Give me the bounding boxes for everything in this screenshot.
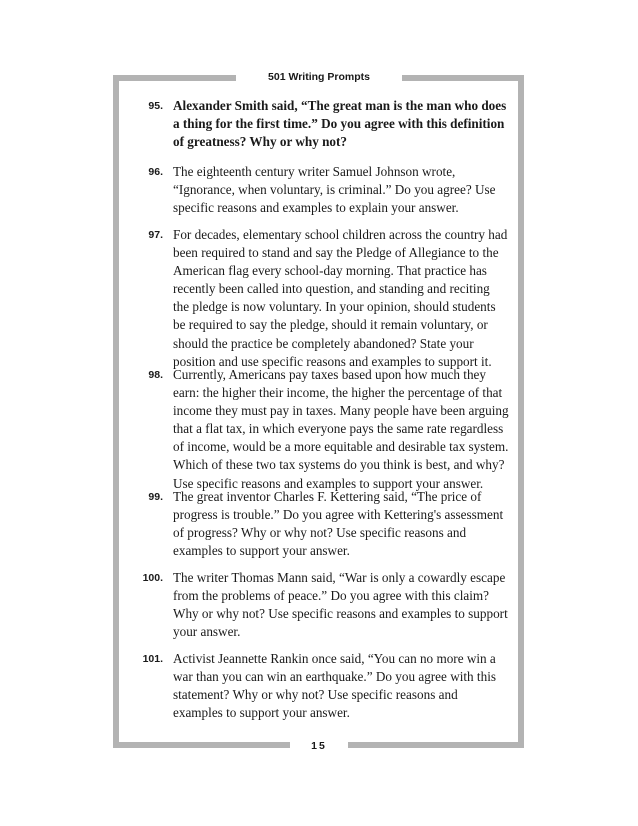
prompt-text: For decades, elementary school children across the country had been required to stand and say the Pledge of Allegiance to the American flag every school-day morning. That practice has recently been called into question, and standing and reciting the pledge is now voluntary. In your opinion, should students be required to say the pledge, should it remain voluntary, or should the practice be completely abandoned? State your position and use specific reasons and examples to support it. (173, 227, 508, 369)
running-header (236, 66, 402, 88)
prompt-number: 101. (142, 653, 163, 665)
prompt-text: The great inventor Charles F. Kettering said, “The price of progress is trouble.” Do you agree with Kettering's assessment of progress? Why or why not? Use specific reasons and examples to support your answer. (173, 489, 504, 559)
prompt-number: 100. (142, 572, 163, 584)
prompt-number: 97. (148, 229, 163, 241)
prompt-text: Alexander Smith said, “The great man is the man who does a thing for the first time.” Do you agree with this definition of greatness? Why or why not? (173, 98, 507, 150)
header-title: 501 Writing Prompts (268, 71, 370, 83)
page-number: 15 (311, 740, 327, 752)
prompt-text: The writer Thomas Mann said, “War is only a cowardly escape from the problems of peace.” Do you agree with this claim? Why or why not? Use specific reasons and examples to support your answer. (173, 570, 508, 640)
prompt-number: 95. (148, 100, 163, 112)
prompt-text: Currently, Americans pay taxes based upon how much they earn: the higher their income, the higher the percentage of that income they must pay in taxes. Many people have been arguing that a flat tax, in which everyone pays the same rate regardless of income, would be a more equitable and desirable tax system. Which of these two tax systems do you think is best, and why? Use specific reasons and examples to support your answer. (173, 367, 509, 491)
prompt-number: 98. (148, 369, 163, 381)
prompt-number: 96. (148, 166, 163, 178)
prompt-number: 99. (148, 491, 163, 503)
prompt-text: The eighteenth century writer Samuel Johnson wrote, “Ignorance, when voluntary, is criminal.” Do you agree? Use specific reasons and examples to explain your answer. (173, 164, 496, 216)
prompt-text: Activist Jeannette Rankin once said, “You can no more win a war than you can win an earthquake.” Do you agree with this statement? Why or why not? Use specific reasons and examples to support your answer. (173, 651, 496, 721)
page-footer (290, 736, 348, 756)
